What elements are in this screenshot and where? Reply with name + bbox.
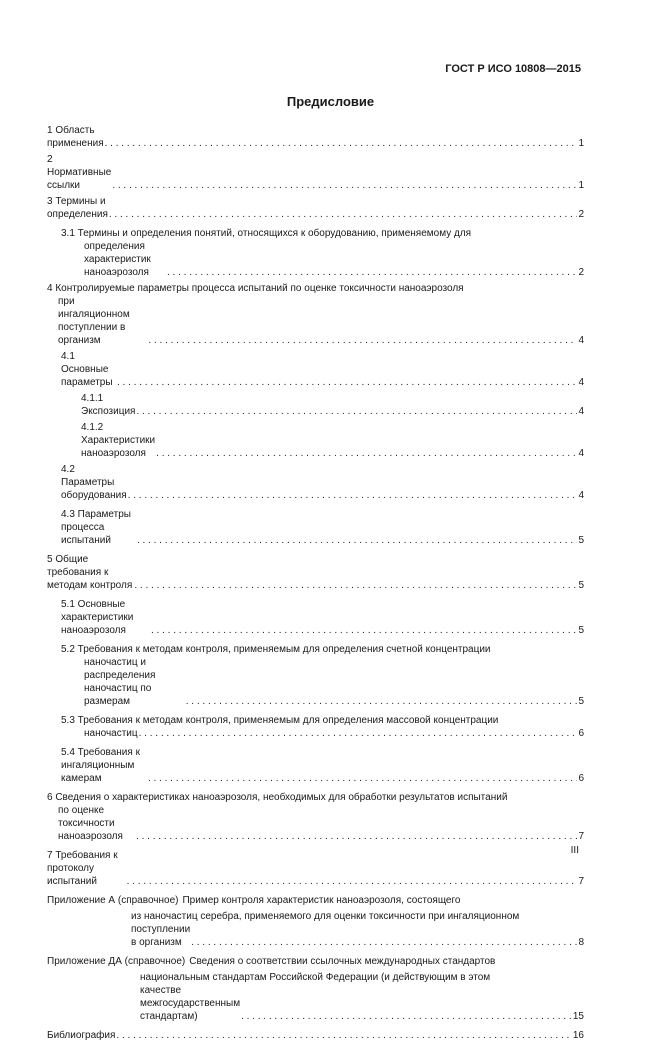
toc-entry-text: Библиография (47, 1030, 116, 1041)
toc-entry[interactable] (47, 195, 584, 221)
toc-entry[interactable] (47, 553, 584, 592)
toc-entry-text: 4 Контролируемые параметры процесса испытаний по оценке токсичности наноаэрозоля (47, 283, 464, 294)
toc-entry-text-cont: при ингаляционном поступлении в организм (58, 296, 130, 346)
toc-leader (134, 579, 577, 592)
toc-entry-page: 1 (578, 138, 584, 149)
toc-entry-text: 4.2 Параметры оборудования (61, 464, 127, 501)
toc-entry-page: 1 (578, 180, 584, 191)
appendix-heading: Приложение ДА (справочное) (47, 956, 186, 967)
toc-entry-text-cont: наночастиц (84, 728, 138, 739)
toc-entry[interactable] (47, 1029, 584, 1042)
toc-leader (116, 1029, 571, 1042)
toc-entry-page: 2 (578, 209, 584, 220)
toc-entry-text-cont: наночастиц и распределения наночастиц по размерам (84, 657, 156, 707)
appendix-title-line: из наночастиц серебра, применяемого для оценки токсичности при ингаляционном (131, 911, 520, 922)
toc-entry-page: 16 (572, 1030, 584, 1041)
toc-entry-page: 4 (578, 406, 584, 417)
toc-entry[interactable] (47, 791, 584, 843)
toc-entry[interactable] (47, 124, 584, 150)
toc-entry-text: 6 Сведения о характеристиках наноаэрозоля, необходимых для обработки результатов испытаний (47, 792, 508, 803)
toc-leader (105, 137, 578, 150)
toc-entry[interactable] (47, 746, 584, 785)
toc-entry-page: 7 (578, 876, 584, 887)
toc-leader (156, 447, 577, 460)
toc-leader (117, 376, 577, 389)
toc-entry-page: 4 (578, 335, 584, 346)
appendix-title-line: поступлении в организм (131, 924, 191, 948)
toc-entry-text: 4.1.2 Характеристики наноаэрозоля (81, 422, 156, 459)
page-title: Предисловие (286, 94, 375, 109)
toc-entry-page: 4 (578, 377, 584, 388)
toc-entry-page: 2 (578, 267, 584, 278)
toc-entry-text: 4.1 Основные параметры (61, 351, 113, 388)
toc-entry-page: 4 (578, 448, 584, 459)
toc-entry-page: 5 (578, 580, 584, 591)
toc-entry-text: 3 Термины и определения (47, 196, 108, 220)
page-number: III (570, 845, 579, 856)
toc-entry[interactable] (47, 421, 584, 460)
toc-leader (112, 179, 577, 192)
toc-entry-text: 4.1.1 Экспозиция (81, 393, 136, 417)
toc-entry[interactable] (47, 153, 584, 192)
toc-leader (139, 727, 578, 740)
toc-leader (191, 936, 577, 949)
toc-entry-text-cont: определения характеристик нанoаэрозоля (84, 241, 151, 278)
toc-leader (128, 489, 578, 502)
toc-leader (241, 1010, 572, 1023)
toc-entry[interactable] (47, 282, 584, 347)
toc-leader (186, 695, 578, 708)
toc-entry-text: 1 Область применения (47, 125, 104, 149)
toc-appendix-entry[interactable] (47, 894, 584, 907)
toc-entry[interactable] (47, 227, 584, 279)
toc-entry-text: 5 Общие требования к методам контроля (47, 554, 133, 591)
toc-entry[interactable] (47, 598, 584, 637)
toc-entry-page: 5 (578, 696, 584, 707)
appendix-continuation (47, 971, 584, 1023)
toc-leader (148, 334, 577, 347)
appendix-title-line: национальным стандартам Российской Федерации (и действующим в этом (140, 972, 491, 983)
toc-leader (148, 772, 578, 785)
toc-entry-text-cont: по оценке токсичности наноаэрозоля (58, 805, 123, 842)
toc-entry[interactable] (47, 714, 584, 740)
toc-leader (127, 875, 578, 888)
toc-entry-page: 5 (578, 535, 584, 546)
toc-entry-text: 2 Нормативные ссылки (47, 154, 112, 191)
toc-entry-page: 7 (578, 831, 584, 842)
toc-leader (167, 266, 577, 279)
toc-entry[interactable] (47, 643, 584, 708)
standard-designation: ГОСТ Р ИСО 10808—2015 (445, 63, 581, 75)
toc-entry-page: 6 (578, 728, 584, 739)
toc-entry-page: 4 (578, 490, 584, 501)
toc-entry-page: 8 (578, 937, 584, 948)
toc-appendix-entry[interactable] (47, 955, 584, 968)
toc-leader (109, 208, 578, 221)
toc-entry-text: 4.3 Параметры процесса испытаний (61, 509, 131, 546)
toc-entry-page: 6 (578, 773, 584, 784)
toc-leader (151, 624, 577, 637)
table-of-contents (47, 124, 584, 1045)
toc-entry-text: 5.1 Основные характеристики наноаэрозоля (61, 599, 134, 636)
appendix-continuation (47, 910, 584, 949)
toc-leader (137, 534, 578, 547)
toc-entry-page: 15 (572, 1011, 584, 1022)
toc-entry-text: 3.1 Термины и определения понятий, относящихся к оборудованию, применяемому для (61, 228, 472, 239)
toc-entry-text: 5.2 Требования к методам контроля, применяемым для определения счетной концентрации (61, 644, 491, 655)
appendix-title-line: Сведения о соответствии ссылочных международных стандартов (189, 956, 496, 967)
toc-entry[interactable] (47, 849, 584, 888)
toc-entry-text: 5.4 Требования к ингаляционным камерам (61, 747, 140, 784)
toc-entry[interactable] (47, 392, 584, 418)
appendix-title-line: качестве межгосударственным стандартам) (140, 985, 241, 1022)
toc-entry[interactable] (47, 350, 584, 389)
toc-entry-page: 5 (578, 625, 584, 636)
toc-entry[interactable] (47, 508, 584, 547)
appendix-title-line: Пример контроля характеристик наноаэрозоля, состоящего (182, 895, 461, 906)
toc-entry[interactable] (47, 463, 584, 502)
toc-leader (136, 830, 577, 843)
appendix-heading: Приложение А (справочное) (47, 895, 179, 906)
toc-entry-text: 5.3 Требования к методам контроля, применяемым для определения массовой концентрации (61, 715, 499, 726)
toc-leader (136, 405, 577, 418)
toc-entry-text: 7 Требования к протоколу испытаний (47, 850, 118, 887)
